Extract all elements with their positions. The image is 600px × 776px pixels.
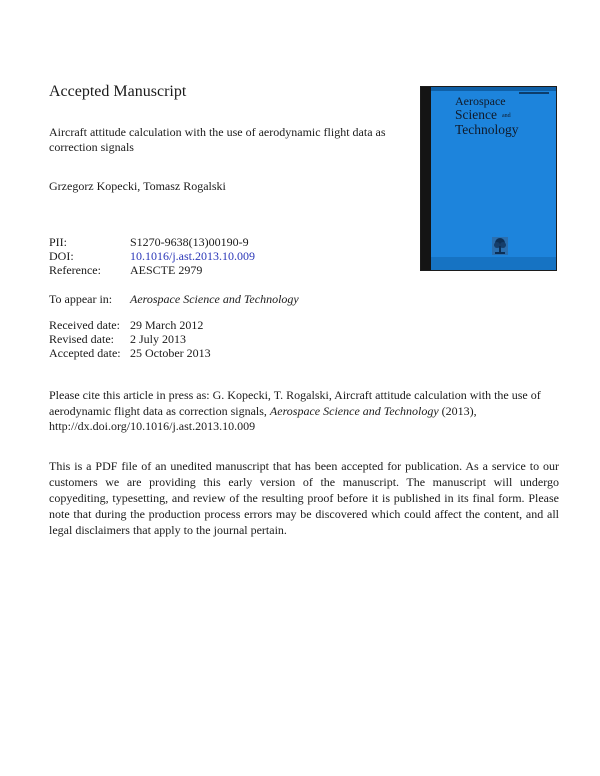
pii-label: PII: — [49, 235, 67, 249]
cover-title-line1: Aerospace — [455, 94, 506, 108]
cover-title-line3: Technology — [455, 121, 519, 137]
revised-label: Revised date: — [49, 332, 114, 346]
cover-bottom-band — [431, 257, 557, 271]
authors: Grzegorz Kopecki, Tomasz Rogalski — [49, 179, 226, 193]
citation-prefix: Please cite this article in press as: G. Kopecki, T. Rogalski, Aircraft attitude calculation with the use of aerodynamic flight data as correction signals, — [49, 388, 541, 418]
cover-title-and: and — [501, 112, 511, 119]
journal-name: Aerospace Science and Technology — [130, 292, 299, 306]
journal-cover — [420, 86, 557, 271]
accepted-label: Accepted date: — [49, 346, 121, 360]
citation-paragraph — [49, 388, 557, 435]
elsevier-tree-icon — [492, 237, 508, 255]
pii-value: S1270-9638(13)00190-9 — [130, 235, 249, 249]
reference-value: AESCTE 2979 — [130, 263, 203, 277]
manuscript-notice: This is a PDF file of an unedited manuscript that has been accepted for publication. As a service to our customers we are providing this early version of the manuscript. The manuscript will undergo copyediting, typesetting, and review of the resulting proof before it is published in its final form. Please note that during the production process errors may be discovered which could affect the content, and all legal disclaimers that apply to the journal pertain. — [49, 459, 559, 537]
cover-top-band — [431, 87, 557, 91]
manuscript-heading: Accepted Manuscript — [49, 83, 187, 100]
cover-title-science: Science — [455, 107, 497, 122]
received-value: 29 March 2012 — [130, 318, 204, 332]
revised-value: 2 July 2013 — [130, 332, 187, 346]
citation-suffix: (2013), http://dx.doi.org/10.1016/j.ast.2013.10.009 — [49, 403, 477, 433]
citation-journal: Aerospace Science and Technology — [269, 403, 439, 418]
article-title: Aircraft attitude calculation with the use of aerodynamic flight data as correction signals — [49, 125, 386, 154]
journal-label: To appear in: — [49, 292, 113, 306]
cover-spine-strip — [421, 87, 431, 270]
accepted-value: 25 October 2013 — [130, 346, 211, 360]
doi-label: DOI: — [49, 249, 74, 263]
doi-link[interactable]: 10.1016/j.ast.2013.10.009 — [130, 249, 255, 263]
received-label: Received date: — [49, 318, 120, 332]
cover-volume-note — [519, 92, 549, 94]
cover-title-line2 — [455, 108, 519, 123]
reference-label: Reference: — [49, 263, 101, 277]
cover-title — [455, 94, 519, 137]
